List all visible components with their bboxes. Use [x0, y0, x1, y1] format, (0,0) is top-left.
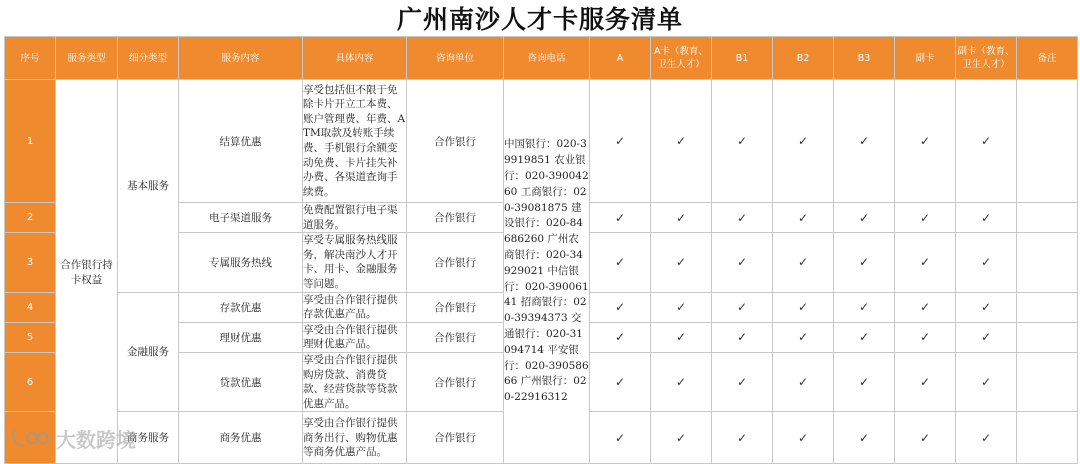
- check-mark: ✓: [956, 292, 1017, 322]
- header-cell: 细分类型: [118, 37, 179, 80]
- unit-cell: 合作银行: [407, 80, 504, 203]
- check-mark: ✓: [651, 322, 712, 352]
- check-mark: ✓: [773, 292, 834, 322]
- check-mark: ✓: [956, 80, 1017, 203]
- header-cell: 服务类型: [56, 37, 118, 80]
- header-cell: B3: [834, 37, 895, 80]
- detail-cell: 享受包括但不限于免除卡片开立工本费、账户管理费、年费、ATM取款及转账手续费、手机银行余额变动免费、卡片挂失补办费、各渠道查询手续费。: [303, 80, 407, 203]
- check-mark: ✓: [773, 352, 834, 411]
- unit-cell: 合作银行: [407, 412, 504, 464]
- remark-cell: [1017, 203, 1078, 233]
- header-cell: 备注: [1017, 37, 1078, 80]
- check-mark: ✓: [651, 352, 712, 411]
- header-cell: 副卡（教育、卫生人才）: [956, 37, 1017, 80]
- check-mark: ✓: [834, 322, 895, 352]
- detail-cell: 享受由合作银行提供商务出行、购物优惠等商务优惠产品。: [303, 412, 407, 464]
- service-table: [4, 36, 1078, 464]
- subtype-cell: 金融服务: [118, 292, 179, 412]
- row-number: 5: [5, 322, 56, 352]
- header-cell: 序号: [5, 37, 56, 80]
- watermark: [10, 422, 150, 454]
- unit-cell: 合作银行: [407, 203, 504, 233]
- check-mark: ✓: [834, 203, 895, 233]
- remark-cell: [1017, 292, 1078, 322]
- service-content-cell: 存款优惠: [179, 292, 303, 322]
- service-content-cell: 结算优惠: [179, 80, 303, 203]
- unit-cell: 合作银行: [407, 292, 504, 322]
- subtype-cell: 商务服务: [118, 412, 179, 464]
- check-mark: ✓: [895, 203, 956, 233]
- check-mark: ✓: [590, 203, 651, 233]
- remark-cell: [1017, 80, 1078, 203]
- row-number: 2: [5, 203, 56, 233]
- unit-cell: 合作银行: [407, 352, 504, 411]
- check-mark: ✓: [651, 233, 712, 292]
- detail-cell: 享受由合作银行提供购房贷款、消费贷款、经营贷款等贷款优惠产品。: [303, 352, 407, 411]
- row-number: 4: [5, 292, 56, 322]
- check-mark: ✓: [651, 292, 712, 322]
- remark-cell: [1017, 412, 1078, 464]
- check-mark: ✓: [712, 203, 773, 233]
- row-number: 1: [5, 80, 56, 203]
- check-mark: ✓: [773, 233, 834, 292]
- header-cell: 副卡: [895, 37, 956, 80]
- check-mark: ✓: [773, 203, 834, 233]
- row-number: 6: [5, 352, 56, 411]
- header-cell: B1: [712, 37, 773, 80]
- header-cell: B2: [773, 37, 834, 80]
- check-mark: ✓: [834, 292, 895, 322]
- service-content-cell: 理财优惠: [179, 322, 303, 352]
- check-mark: ✓: [773, 412, 834, 464]
- watermark-logo-icon: [10, 426, 50, 450]
- remark-cell: [1017, 233, 1078, 292]
- check-mark: ✓: [895, 80, 956, 203]
- check-mark: ✓: [773, 322, 834, 352]
- check-mark: ✓: [956, 233, 1017, 292]
- detail-cell: 免费配置银行电子渠道服务。: [303, 203, 407, 233]
- check-mark: ✓: [712, 292, 773, 322]
- service-type-cell: 合作银行持卡权益: [56, 80, 118, 464]
- subtype-cell: 基本服务: [118, 80, 179, 293]
- unit-cell: 合作银行: [407, 322, 504, 352]
- header-cell: 具体内容: [303, 37, 407, 80]
- check-mark: ✓: [590, 322, 651, 352]
- check-mark: ✓: [895, 233, 956, 292]
- check-mark: ✓: [895, 412, 956, 464]
- check-mark: ✓: [712, 233, 773, 292]
- table-row: [5, 80, 1078, 203]
- check-mark: ✓: [712, 80, 773, 203]
- check-mark: ✓: [834, 80, 895, 203]
- check-mark: ✓: [895, 322, 956, 352]
- header-cell: 咨询单位: [407, 37, 504, 80]
- service-content-cell: 商务优惠: [179, 412, 303, 464]
- check-mark: ✓: [590, 80, 651, 203]
- check-mark: ✓: [956, 203, 1017, 233]
- check-mark: ✓: [590, 352, 651, 411]
- check-mark: ✓: [834, 352, 895, 411]
- check-mark: ✓: [712, 322, 773, 352]
- remark-cell: [1017, 322, 1078, 352]
- check-mark: ✓: [651, 203, 712, 233]
- check-mark: ✓: [651, 412, 712, 464]
- service-content-cell: 电子渠道服务: [179, 203, 303, 233]
- service-content-cell: 专属服务热线: [179, 233, 303, 292]
- check-mark: ✓: [895, 352, 956, 411]
- header-cell: 咨询电话: [504, 37, 590, 80]
- phone-cell: 中国银行：020-39919851 农业银行：020-39004260 工商银行：020-39081875 建设银行：020-84686260 广州农商银行：020-34929021 中信银行：020-39006141 招商银行：020-39394373 交通银行：020-31094714 平安银行：020-39058666 广州银行：020-22916312: [504, 80, 590, 464]
- detail-cell: 享受专属服务热线服务，解决南沙人才开卡、用卡、金融服务等问题。: [303, 233, 407, 292]
- check-mark: ✓: [834, 233, 895, 292]
- check-mark: ✓: [834, 412, 895, 464]
- check-mark: ✓: [895, 292, 956, 322]
- check-mark: ✓: [712, 412, 773, 464]
- check-mark: ✓: [590, 412, 651, 464]
- header-cell: A卡（教育、卫生人才）: [651, 37, 712, 80]
- header-cell: 服务内容: [179, 37, 303, 80]
- check-mark: ✓: [590, 233, 651, 292]
- header-cell: A: [590, 37, 651, 80]
- check-mark: ✓: [956, 352, 1017, 411]
- remark-cell: [1017, 352, 1078, 411]
- watermark-text: 大数跨境: [56, 427, 136, 452]
- check-mark: ✓: [590, 292, 651, 322]
- check-mark: ✓: [651, 80, 712, 203]
- unit-cell: 合作银行: [407, 233, 504, 292]
- service-content-cell: 贷款优惠: [179, 352, 303, 411]
- page-title: 广州南沙人才卡服务清单: [396, 5, 683, 34]
- header-row: [5, 37, 1078, 80]
- check-mark: ✓: [712, 352, 773, 411]
- check-mark: ✓: [956, 322, 1017, 352]
- detail-cell: 享受由合作银行提供理财优惠产品。: [303, 322, 407, 352]
- check-mark: ✓: [773, 80, 834, 203]
- check-mark: ✓: [956, 412, 1017, 464]
- detail-cell: 享受由合作银行提供存款优惠产品。: [303, 292, 407, 322]
- row-number: 3: [5, 233, 56, 292]
